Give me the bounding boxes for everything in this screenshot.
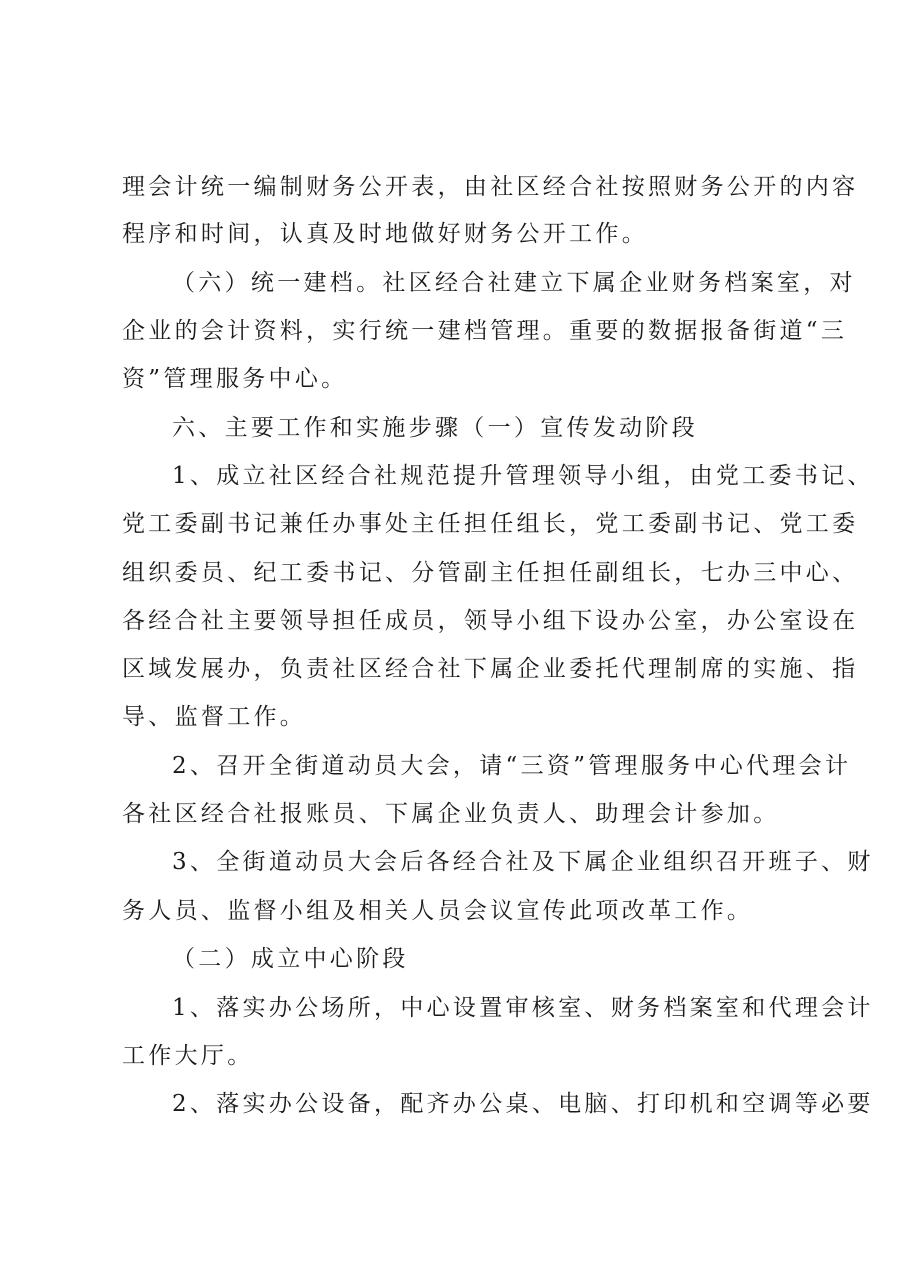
text-line: 各经合社主要领导担任成员，领导小组下设办公室，办公室设在 bbox=[122, 608, 859, 634]
text-line: 理会计统一编制财务公开表，由社区经合社按照财务公开的内容 bbox=[122, 174, 859, 200]
text-line: （六）统一建档。社区经合社建立下属企业财务档案室，对 bbox=[172, 270, 856, 296]
text-line: 1、成立社区经合社规范提升管理领导小组，由党工委书记、 bbox=[172, 463, 874, 489]
text-line: 3、全街道动员大会后各经合社及下属企业组织召开班子、财 bbox=[172, 849, 874, 875]
text-line: 六、主要工作和实施步骤（一）宣传发动阶段 bbox=[172, 415, 698, 441]
text-line: 导、监督工作。 bbox=[122, 704, 307, 730]
text-line: 组织委员、纪工委书记、分管副主任担任副组长，七办三中心、 bbox=[122, 560, 859, 586]
text-line: 务人员、监督小组及相关人员会议宣传此项改革工作。 bbox=[122, 898, 754, 924]
text-line: 党工委副书记兼任办事处主任担任组长，党工委副书记、党工委 bbox=[122, 511, 859, 537]
text-line: 2、落实办公设备，配齐办公桌、电脑、打印机和空调等必要 bbox=[172, 1091, 874, 1117]
text-line: 企业的会计资料，实行统一建档管理。重要的数据报备街道“三 bbox=[122, 318, 848, 344]
text-line: 各社区经合社报账员、下属企业负责人、助理会计参加。 bbox=[122, 801, 780, 827]
text-line: 区域发展办，负责社区经合社下属企业委托代理制席的实施、指 bbox=[122, 656, 859, 682]
text-line: 1、落实办公场所，中心设置审核室、财务档案室和代理会计 bbox=[172, 995, 874, 1021]
text-line: 工作大厅。 bbox=[122, 1043, 254, 1069]
text-line: 2、召开全街道动员大会，请“三资”管理服务中心代理会计 bbox=[172, 753, 852, 779]
text-line: （二）成立中心阶段 bbox=[172, 946, 409, 972]
text-line: 程序和时间，认真及时地做好财务公开工作。 bbox=[122, 221, 648, 247]
text-line: 资”管理服务中心。 bbox=[122, 366, 348, 392]
